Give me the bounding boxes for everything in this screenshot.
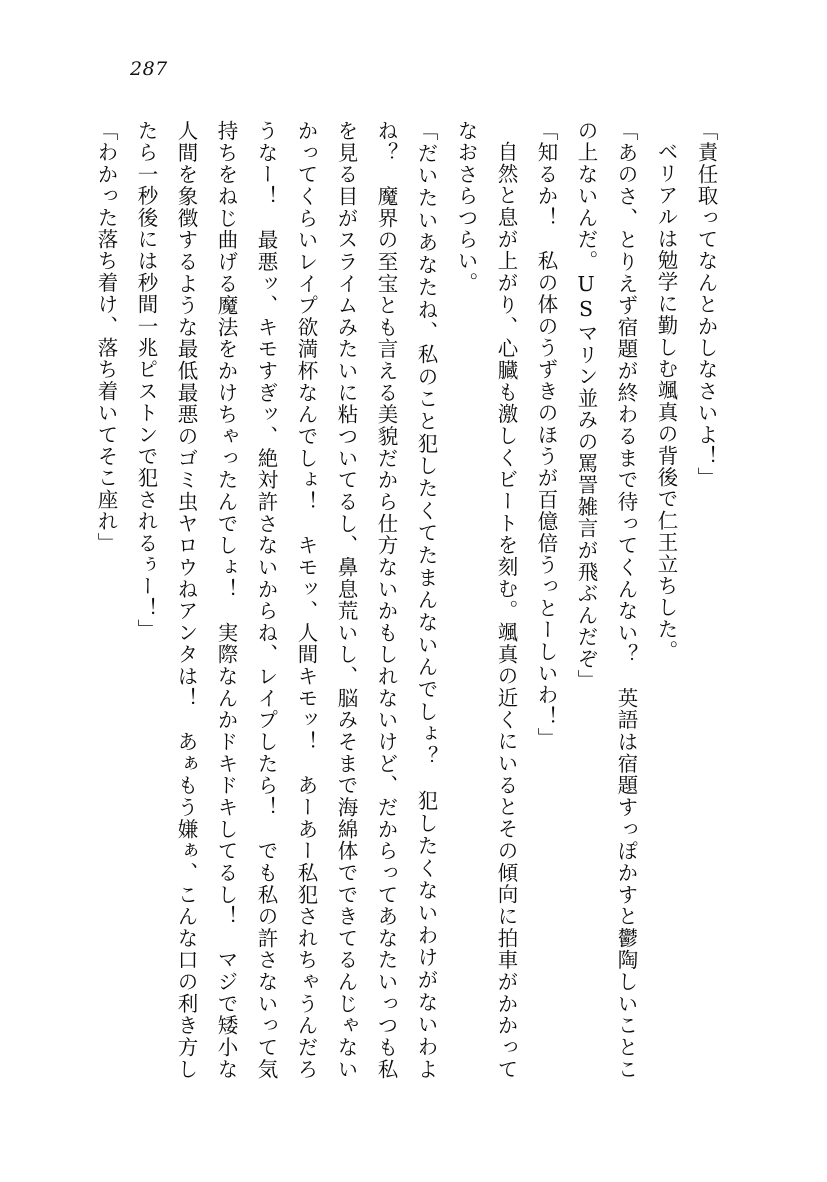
paragraph: ベリアルは勉学に勤しむ颯真の背後で仁王立ちした。 — [654, 141, 678, 662]
paragraph: 「あのさ、とりえず宿題が終わるまで待ってくんない？ 英語は宿題すっぽかすと鬱陶しいことこの上ないんだ。USマリン並みの罵詈雑言が飛ぶんだぞ」 — [574, 120, 638, 1080]
paragraph: 「責任取ってなんとかしなさいよ！」 — [694, 120, 718, 489]
body-text-block — [96, 120, 726, 1080]
page-number: 287 — [130, 58, 168, 80]
paragraph: 「わかった落ち着け、落ち着いてそこ座れ」 — [94, 120, 118, 554]
paragraph: 「知るか！ 私の体のうずきのほうが百億倍うっとーしいわ！」 — [534, 120, 558, 750]
paragraph: 自然と息が上がり、心臓も激しくビートを刻む。颯真の近くにいるとその傾向に拍車がかかってなおさらつらい。 — [454, 120, 518, 1080]
paragraph: 「だいたいあなたね、私のこと犯したくてたまんないんでしょ？ 犯したくないわけがないわよね？ 魔界の至宝とも言える美貌だから仕方ないかもしれないけど、だからってあなたいっつも私を見る目がスライムみたいに粘ついてるし、鼻息荒いし、脳みそまで海綿体でできてるんじゃないかってくらいレイプ欲満杯なんでしょ！ キモッ、人間キモッ！ あーあー私犯されちゃうんだろうなー！ 最悪ッ、キモすぎッ、絶対許さないからね、レイプしたら！ でも私の許さないって気持ちをねじ曲げる魔法をかけちゃったんでしょ！ 実際なんかドキドキしてるし！ マジで矮小な人間を象徴するような最低最悪のゴミ虫ヤロウねアンタは！ あぁもう嫌ぁ、こんな口の利き方したら一秒後には秒間一兆ピストンで犯されるぅー！」 — [134, 120, 438, 1080]
